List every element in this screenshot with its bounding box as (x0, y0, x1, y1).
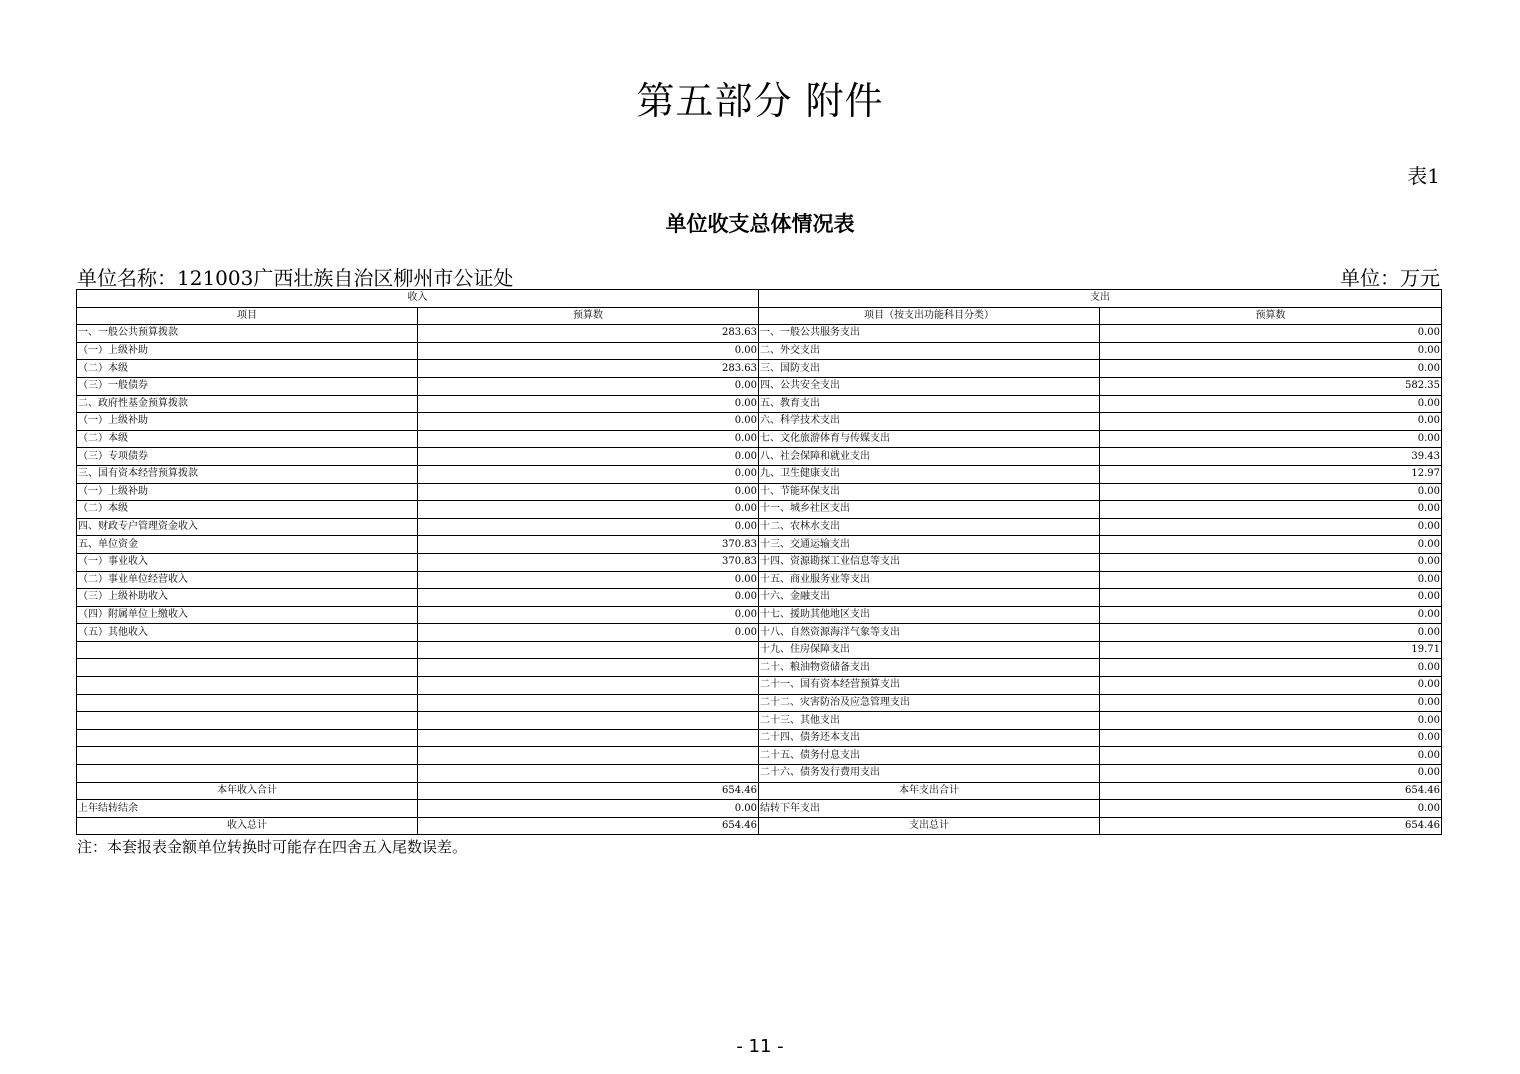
expense-amount-cell: 0.00 (1100, 413, 1442, 431)
expense-item-cell: 结转下年支出 (759, 800, 1100, 818)
table-row (77, 765, 1442, 783)
income-amount-cell: 370.83 (418, 536, 759, 554)
income-item-cell (77, 747, 418, 765)
table-row (77, 342, 1442, 360)
income-amount-cell: 370.83 (418, 553, 759, 571)
table-row (77, 325, 1442, 343)
income-amount-cell (418, 641, 759, 659)
expense-item-cell: 十四、资源勘探工业信息等支出 (759, 553, 1100, 571)
unit-label: 单位：万元 (1340, 266, 1440, 290)
table-row (77, 395, 1442, 413)
income-amount-cell: 283.63 (418, 325, 759, 343)
table-row (77, 430, 1442, 448)
income-item-cell: （二）本级 (77, 430, 418, 448)
expense-amount-cell: 39.43 (1100, 448, 1442, 466)
expense-amount-cell: 0.00 (1100, 518, 1442, 536)
expense-amount-cell: 19.71 (1100, 641, 1442, 659)
income-amount-cell: 0.00 (418, 571, 759, 589)
expense-amount-cell: 0.00 (1100, 325, 1442, 343)
expense-amount-cell: 654.46 (1100, 782, 1442, 800)
footnote: 注：本套报表金额单位转换时可能存在四舍五入尾数误差。 (77, 838, 468, 856)
expense-item-cell: 十八、自然资源海洋气象等支出 (759, 624, 1100, 642)
income-item-cell: 收入总计 (77, 817, 418, 835)
expense-amount-cell: 582.35 (1100, 377, 1442, 395)
expense-item-cell: 一、一般公共服务支出 (759, 325, 1100, 343)
table-row (77, 465, 1442, 483)
income-amount-cell: 0.00 (418, 413, 759, 431)
expense-amount-cell: 0.00 (1100, 694, 1442, 712)
expense-item-cell: 十九、住房保障支出 (759, 641, 1100, 659)
expense-amount-cell: 0.00 (1100, 800, 1442, 818)
income-item-cell: （一）上级补助 (77, 342, 418, 360)
table-row (77, 483, 1442, 501)
income-amount-cell: 0.00 (418, 606, 759, 624)
table-row (77, 518, 1442, 536)
income-item-cell: （一）上级补助 (77, 483, 418, 501)
income-item-cell: 一、一般公共预算拨款 (77, 325, 418, 343)
income-item-cell: 四、财政专户管理资金收入 (77, 518, 418, 536)
table-title: 单位收支总体情况表 (665, 212, 855, 236)
income-item-cell: （三）上级补助收入 (77, 589, 418, 607)
table-row (77, 571, 1442, 589)
table-column-header-row (77, 307, 1442, 325)
table-row (77, 712, 1442, 730)
expense-item-cell: 八、社会保障和就业支出 (759, 448, 1100, 466)
income-item-cell: （一）上级补助 (77, 413, 418, 431)
table-row (77, 536, 1442, 554)
income-amount-cell: 0.00 (418, 624, 759, 642)
total-row (77, 817, 1442, 835)
income-amount-cell: 0.00 (418, 465, 759, 483)
income-amount-cell (418, 712, 759, 730)
income-item-cell: （二）本级 (77, 360, 418, 378)
income-amount-cell (418, 659, 759, 677)
income-item-cell (77, 641, 418, 659)
table-row (77, 589, 1442, 607)
expense-item-header: 项目（按支出功能科目分类） (759, 307, 1100, 325)
expense-item-cell: 九、卫生健康支出 (759, 465, 1100, 483)
table-row (77, 360, 1442, 378)
expense-item-cell: 七、文化旅游体育与传媒支出 (759, 430, 1100, 448)
table-row (77, 694, 1442, 712)
income-item-cell: 上年结转结余 (77, 800, 418, 818)
expense-item-cell: 十三、交通运输支出 (759, 536, 1100, 554)
table-row (77, 413, 1442, 431)
expense-item-cell: 支出总计 (759, 817, 1100, 835)
expense-item-cell: 六、科学技术支出 (759, 413, 1100, 431)
table-row (77, 501, 1442, 519)
income-amount-cell (418, 765, 759, 783)
income-item-cell: 二、政府性基金预算拨款 (77, 395, 418, 413)
expense-amount-cell: 0.00 (1100, 501, 1442, 519)
expense-amount-cell: 0.00 (1100, 747, 1442, 765)
income-amount-cell: 0.00 (418, 589, 759, 607)
expense-item-cell: 二十二、灾害防治及应急管理支出 (759, 694, 1100, 712)
expense-item-cell: 四、公共安全支出 (759, 377, 1100, 395)
table-row (77, 747, 1442, 765)
expense-amount-cell: 0.00 (1100, 571, 1442, 589)
expense-amount-cell: 0.00 (1100, 395, 1442, 413)
income-item-cell (77, 694, 418, 712)
income-amount-header: 预算数 (418, 307, 759, 325)
expense-item-cell: 二十四、债务还本支出 (759, 729, 1100, 747)
table-row (77, 677, 1442, 695)
income-amount-cell (418, 677, 759, 695)
expense-amount-cell: 0.00 (1100, 553, 1442, 571)
income-amount-cell (418, 747, 759, 765)
income-amount-cell: 0.00 (418, 430, 759, 448)
expense-item-cell: 十六、金融支出 (759, 589, 1100, 607)
expense-item-cell: 十、节能环保支出 (759, 483, 1100, 501)
expense-amount-cell: 0.00 (1100, 712, 1442, 730)
table-number: 表1 (1407, 164, 1440, 188)
expense-amount-cell: 0.00 (1100, 536, 1442, 554)
table-group-header-row (77, 290, 1442, 308)
expense-item-cell: 三、国防支出 (759, 360, 1100, 378)
expense-item-cell: 五、教育支出 (759, 395, 1100, 413)
income-amount-cell: 0.00 (418, 448, 759, 466)
income-item-cell (77, 729, 418, 747)
expense-amount-header: 预算数 (1100, 307, 1442, 325)
table-body (77, 325, 1442, 835)
income-amount-cell: 0.00 (418, 342, 759, 360)
income-item-cell: （三）专项债券 (77, 448, 418, 466)
unit-name: 单位名称：121003广西壮族自治区柳州市公证处 (77, 266, 514, 290)
income-item-cell: （二）事业单位经营收入 (77, 571, 418, 589)
total-row (77, 800, 1442, 818)
income-item-cell (77, 712, 418, 730)
table-row (77, 624, 1442, 642)
table-row (77, 641, 1442, 659)
expense-group-header: 支出 (759, 290, 1442, 308)
income-group-header: 收入 (77, 290, 759, 308)
income-item-cell: （二）本级 (77, 501, 418, 519)
expense-amount-cell: 12.97 (1100, 465, 1442, 483)
income-item-cell: 本年收入合计 (77, 782, 418, 800)
expense-item-cell: 二十五、债务付息支出 (759, 747, 1100, 765)
expense-amount-cell: 654.46 (1100, 817, 1442, 835)
expense-amount-cell: 0.00 (1100, 606, 1442, 624)
table-row (77, 729, 1442, 747)
page-title: 第五部分 附件 (636, 79, 884, 123)
income-item-cell: （五）其他收入 (77, 624, 418, 642)
expense-item-cell: 二十一、国有资本经营预算支出 (759, 677, 1100, 695)
expense-amount-cell: 0.00 (1100, 430, 1442, 448)
income-amount-cell: 0.00 (418, 800, 759, 818)
expense-item-cell: 十二、农林水支出 (759, 518, 1100, 536)
income-item-header: 项目 (77, 307, 418, 325)
income-amount-cell: 283.63 (418, 360, 759, 378)
income-item-cell: （三）一般债券 (77, 377, 418, 395)
table-row (77, 448, 1442, 466)
expense-amount-cell: 0.00 (1100, 342, 1442, 360)
income-item-cell: 五、单位资金 (77, 536, 418, 554)
expense-item-cell: 二十三、其他支出 (759, 712, 1100, 730)
expense-amount-cell: 0.00 (1100, 360, 1442, 378)
income-amount-cell: 0.00 (418, 395, 759, 413)
expense-amount-cell: 0.00 (1100, 729, 1442, 747)
total-row (77, 782, 1442, 800)
table-row (77, 659, 1442, 677)
income-amount-cell: 0.00 (418, 377, 759, 395)
table-row (77, 377, 1442, 395)
expense-amount-cell: 0.00 (1100, 483, 1442, 501)
income-item-cell (77, 659, 418, 677)
income-item-cell: 三、国有资本经营预算拨款 (77, 465, 418, 483)
expense-item-cell: 本年支出合计 (759, 782, 1100, 800)
expense-item-cell: 十七、援助其他地区支出 (759, 606, 1100, 624)
budget-table (76, 289, 1442, 835)
expense-item-cell: 十一、城乡社区支出 (759, 501, 1100, 519)
expense-amount-cell: 0.00 (1100, 677, 1442, 695)
expense-amount-cell: 0.00 (1100, 765, 1442, 783)
income-amount-cell: 0.00 (418, 501, 759, 519)
income-amount-cell: 654.46 (418, 817, 759, 835)
expense-item-cell: 二十、粮油物资储备支出 (759, 659, 1100, 677)
table-row (77, 606, 1442, 624)
income-item-cell: （四）附属单位上缴收入 (77, 606, 418, 624)
expense-item-cell: 二、外交支出 (759, 342, 1100, 360)
income-item-cell (77, 765, 418, 783)
income-amount-cell: 0.00 (418, 483, 759, 501)
page-number: - 11 - (736, 1036, 784, 1057)
income-amount-cell: 654.46 (418, 782, 759, 800)
expense-amount-cell: 0.00 (1100, 589, 1442, 607)
income-amount-cell (418, 694, 759, 712)
expense-amount-cell: 0.00 (1100, 624, 1442, 642)
expense-item-cell: 二十六、债务发行费用支出 (759, 765, 1100, 783)
expense-item-cell: 十五、商业服务业等支出 (759, 571, 1100, 589)
income-item-cell (77, 677, 418, 695)
income-item-cell: （一）事业收入 (77, 553, 418, 571)
income-amount-cell: 0.00 (418, 518, 759, 536)
table-row (77, 553, 1442, 571)
expense-amount-cell: 0.00 (1100, 659, 1442, 677)
income-amount-cell (418, 729, 759, 747)
